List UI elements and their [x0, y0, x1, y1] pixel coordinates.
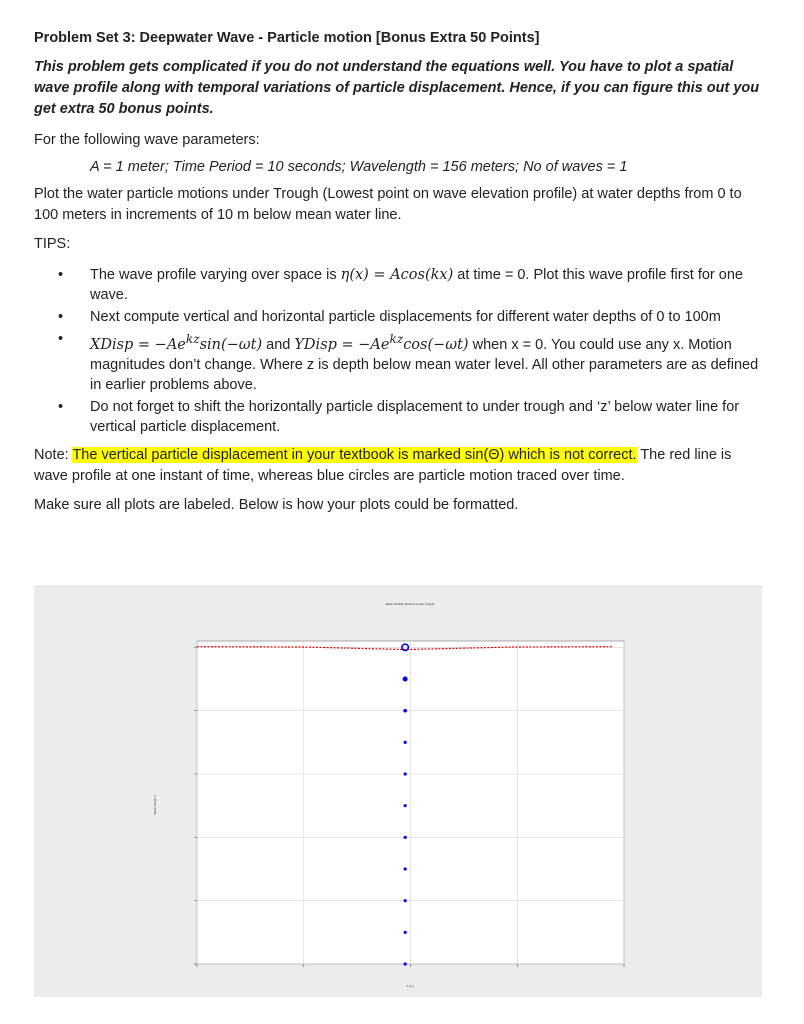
tips-heading: TIPS: — [34, 236, 71, 252]
tip-item: • XDisp = $-Ae^{kz}\sin(-\omega t)$ and YDisp = $-Ae^{kz}\cos(-\omega t)$ when x = 0. You could use any x. Motion magnitudes don’t change. Where z is depth below mean water level. All other parameters are as defined in earlier problems above. — [58, 331, 759, 393]
task-description: Plot the water particle motions under Trough (Lowest point on wave elevation profile) at water depths from 0 to 100 meters in increments of 10 m below mean water line. — [34, 186, 742, 223]
problem-title: Problem Set 3: Deepwater Wave - Particle motion [Bonus Extra 50 Points] — [34, 30, 540, 46]
x-axis-label: X (m) — [406, 984, 414, 988]
particle-circle — [404, 868, 406, 870]
particle-motion-chart — [34, 585, 762, 997]
particle-circle — [404, 931, 406, 933]
y-axis-label: Water Depth η — [153, 795, 157, 815]
xdisp-equation: XDisp = $-Ae^{kz}\sin(-\omega t)$ — [90, 332, 263, 353]
tip-item: • The wave profile varying over space is η(x) = Acos(kx) at time = 0. Plot this wave profile first for one wave. — [58, 267, 743, 303]
highlighted-note: The vertical particle displacement in your textbook is marked sin(Θ) which is not correct. — [72, 446, 637, 463]
particle-circle — [404, 963, 406, 965]
particle-circle — [404, 804, 406, 806]
chart-title: Wave Particle Motions Under Trough — [385, 602, 435, 606]
particle-circle — [404, 773, 406, 775]
ydisp-equation: YDisp = $-Ae^{kz}\cos(-\omega t)$ — [294, 332, 469, 353]
particle-circle — [404, 836, 406, 838]
bullet-icon: • — [58, 331, 64, 347]
note-paragraph: Note: The vertical particle displacement in your textbook is marked sin(Θ) which is not correct. The red line is wave profile at one instant of time, whereas blue circles are particle motion traced over time. — [34, 446, 732, 484]
bullet-icon: • — [58, 309, 64, 325]
tip-item: • Next compute vertical and horizontal particle displacements for different water depths of 0 to 100m — [58, 309, 721, 325]
document-body — [34, 30, 769, 524]
problem-intro: This problem gets complicated if you do not understand the equations well. You have to plot a spatial wave profile along with temporal variations of particle displacement. Hence, if you can figure this out you get extra 50 bonus points. — [34, 59, 760, 117]
wave-parameters: A = 1 meter; Time Period = 10 seconds; Wavelength = 156 meters; No of waves = 1 — [90, 159, 628, 175]
particle-circle — [403, 677, 407, 681]
particle-circle — [404, 899, 406, 901]
params-lead: For the following wave parameters: — [34, 132, 260, 148]
particle-circle — [404, 709, 407, 712]
tips-list — [34, 265, 769, 437]
tip-item: • Do not forget to shift the horizontally particle displacement to under trough and ‘z’ below water line for vertical particle displacement. — [58, 398, 740, 435]
closing-paragraph: Make sure all plots are labeled. Below is how your plots could be formatted. — [34, 496, 519, 513]
particle-circle — [404, 741, 406, 743]
bullet-icon: • — [58, 398, 64, 415]
bullet-icon: • — [58, 267, 64, 283]
wave-profile-equation: η(x) = Acos(kx) — [340, 267, 454, 283]
example-plot-figure — [34, 585, 762, 997]
